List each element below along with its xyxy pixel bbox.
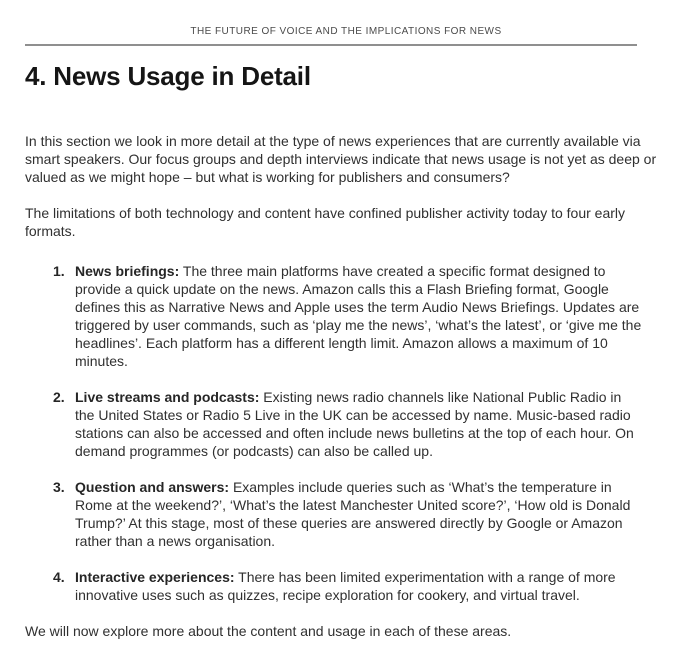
list-item-number: 4. (53, 569, 65, 585)
list-item-number: 2. (53, 389, 65, 405)
list-item-news-briefings (25, 262, 667, 370)
list-item-number: 3. (53, 479, 65, 495)
list-item-body (75, 568, 643, 604)
list-item-text: Existing news radio channels like National Public Radio in the United States or Radio 5 Live in the UK can be accessed by name. Music-based radio stations can also be accessed and often include news bulletins at the top of each hour. On demand programmes (or podcasts) can also be called up. (75, 389, 634, 459)
list-item-body (75, 262, 643, 370)
list-item-label: Question and answers: (75, 479, 230, 495)
list-item-body (75, 478, 643, 550)
list-item-text: The three main platforms have created a specific format designed to provide a quick update on the news. Amazon calls this a Flash Briefing format, Google defines this as Narrative News and Apple uses the term Audio News Briefings. Updates are triggered by user commands, such as ‘play me the news’, ‘what’s the latest’, or ‘give me the headlines’. Each platform has a different length limit. Amazon allows a maximum of 10 minutes. (75, 263, 642, 369)
list-item-live-streams-podcasts (25, 388, 667, 460)
news-formats-list (25, 262, 667, 604)
list-item-interactive-experiences (25, 568, 667, 604)
list-item-body (75, 388, 643, 460)
closing-paragraph: We will now explore more about the content and usage in each of these areas. (25, 623, 512, 639)
list-item-text: Examples include queries such as ‘What’s the temperature in Rome at the weekend?’, ‘What’s the latest Manchester United score?’, ‘How old is Donald Trump?’ At this stage, most of these queries are answered directly by Google or Amazon rather than a news organisation. (75, 479, 631, 549)
list-item-label: News briefings: (75, 263, 180, 279)
list-item-label: Live streams and podcasts: (75, 389, 260, 405)
list-item-label: Interactive experiences: (75, 569, 235, 585)
running-header-title: THE FUTURE OF VOICE AND THE IMPLICATIONS FOR NEWS (190, 26, 502, 37)
list-item-number: 1. (53, 263, 65, 279)
list-item-question-answers (25, 478, 667, 550)
list-item-text: There has been limited experimentation with a range of more innovative uses such as quizzes, recipe exploration for cookery, and virtual travel. (75, 569, 616, 603)
intro-paragraph-2: The limitations of both technology and content have confined publisher activity today to four early formats. (25, 205, 626, 239)
section-title: 4. News Usage in Detail (25, 61, 311, 91)
intro-paragraph-1: In this section we look in more detail at the type of news experiences that are currently available via smart speakers. Our focus groups and depth interviews indicate that news usage is not yet as deep or valued as we might hope – but what is working for publishers and consumers? (25, 133, 657, 185)
header-divider-rule (25, 44, 637, 46)
